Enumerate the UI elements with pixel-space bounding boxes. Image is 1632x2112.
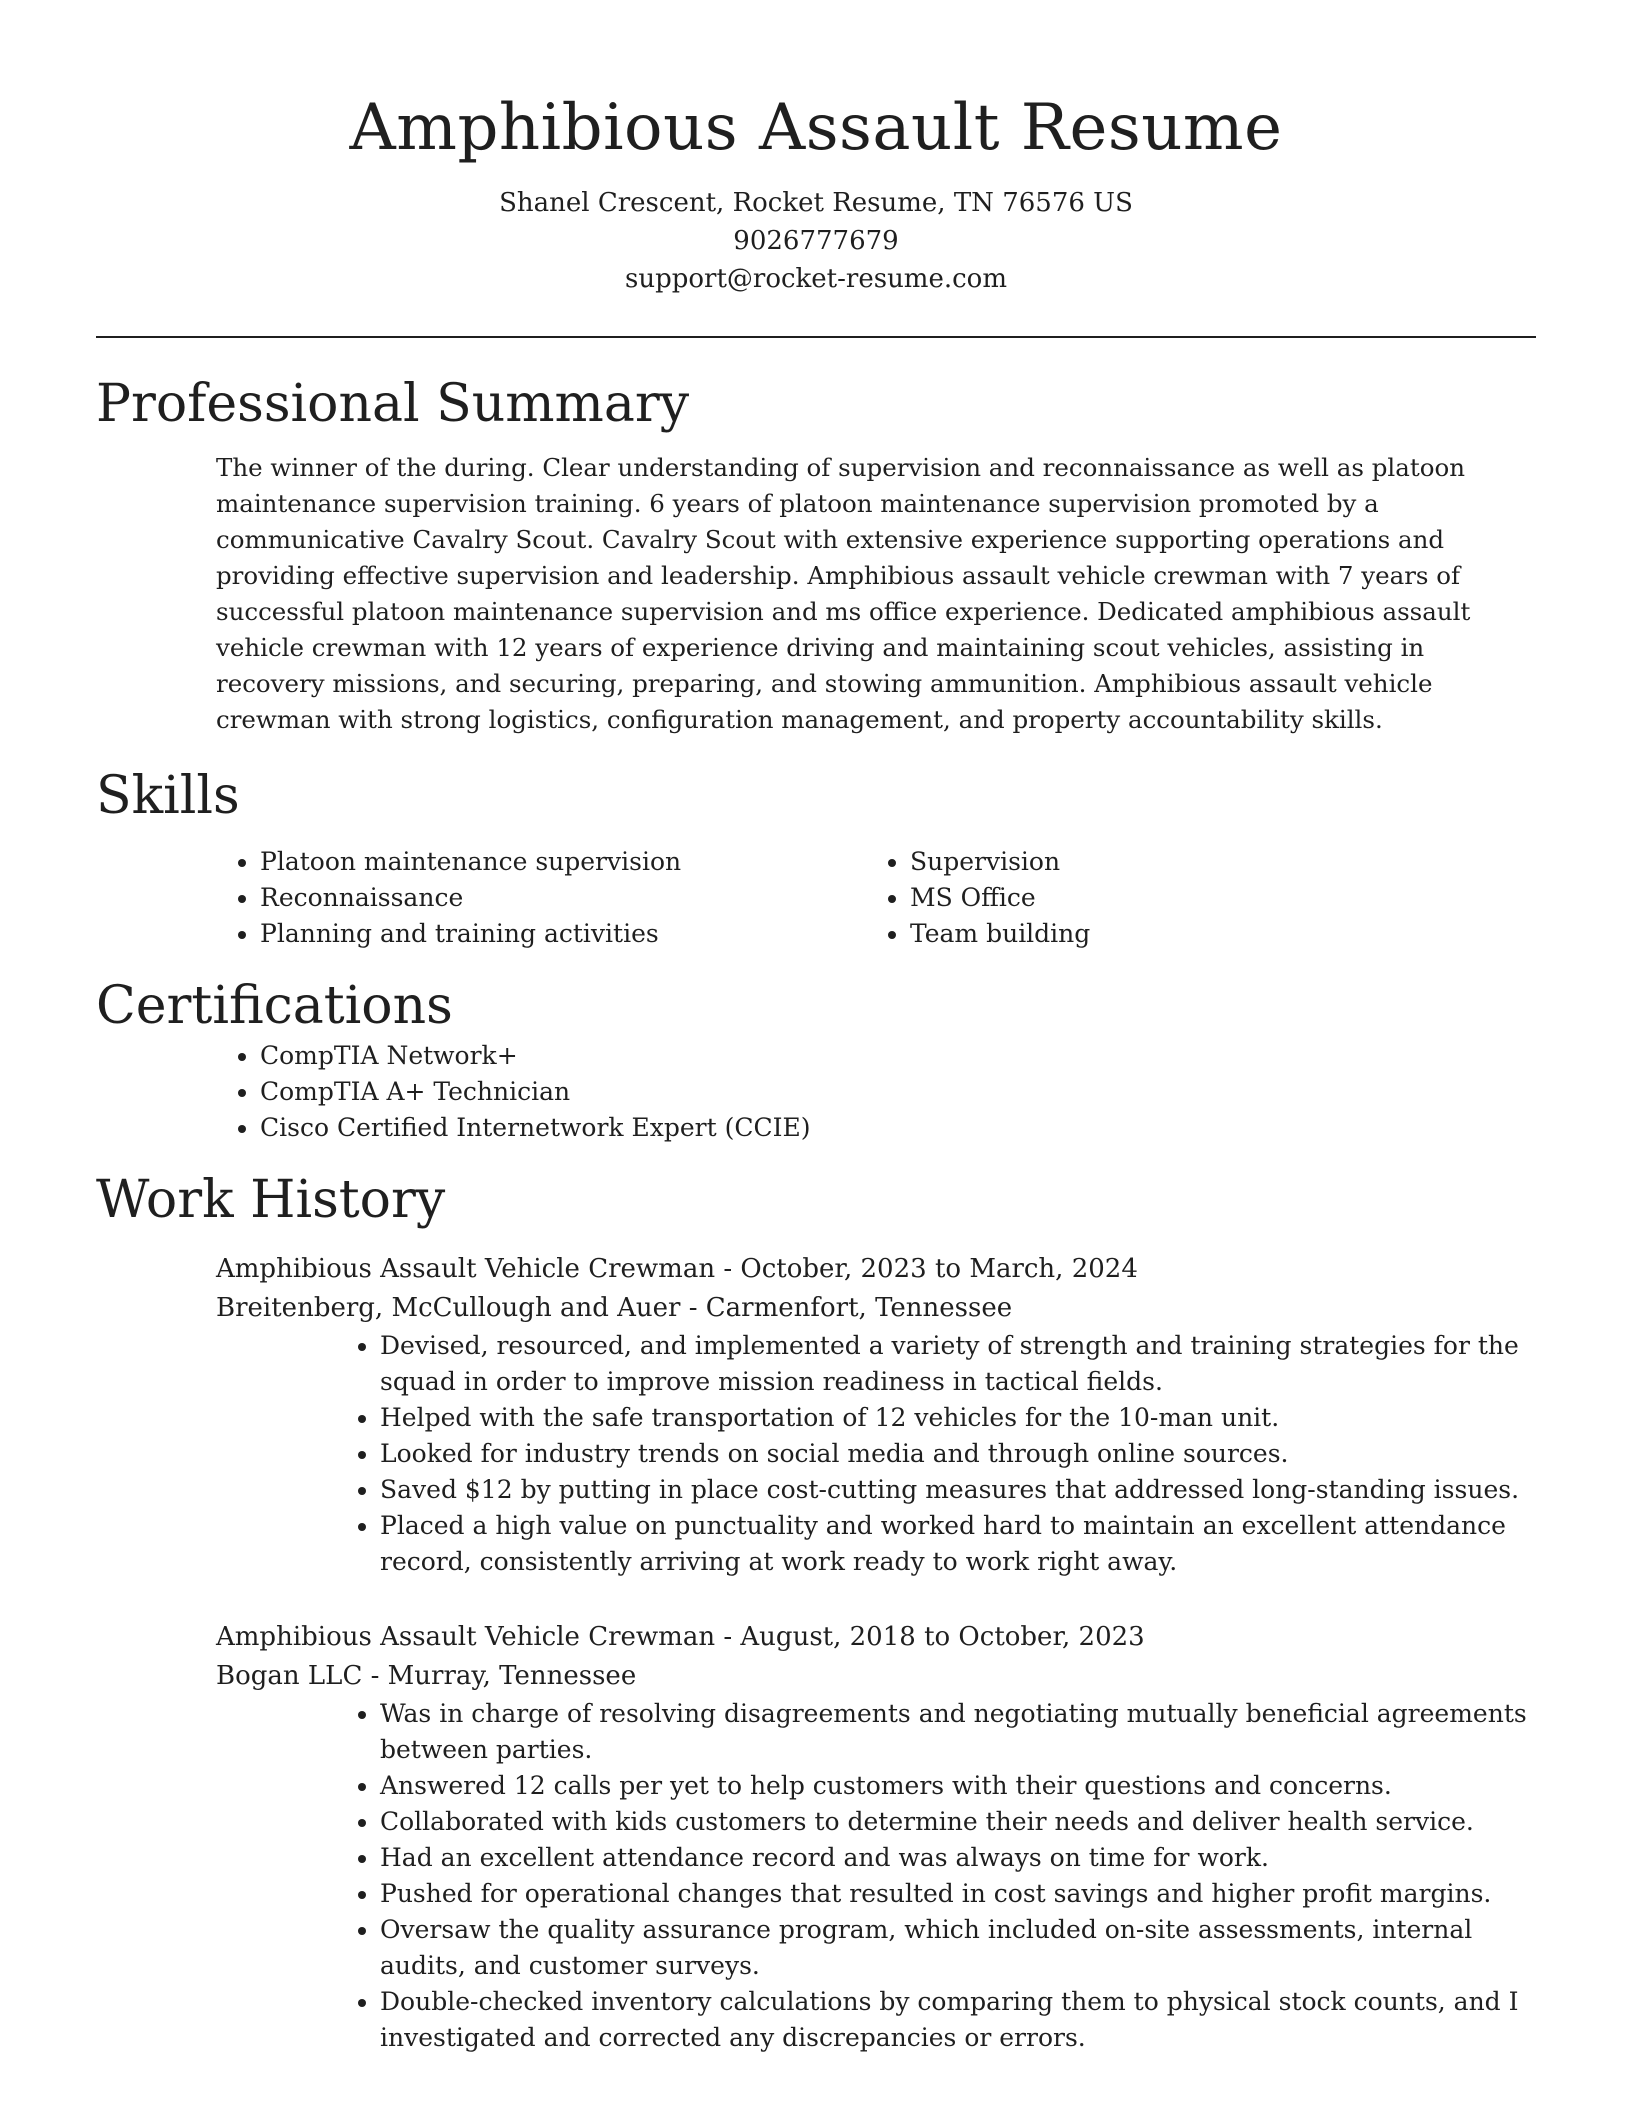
job-duty-item: • Saved $12 by putting in place cost-cutting measures that addressed long-standing issues. <box>380 1472 1536 1508</box>
skill-item: • Planning and training activities <box>260 916 910 952</box>
contact-email: support@rocket-resume.com <box>624 264 1007 294</box>
resume-header <box>96 0 1536 298</box>
job-company: Breitenberg, McCullough and Auer <box>216 1293 681 1323</box>
professional-summary-section <box>96 372 1536 738</box>
resume-title: Amphibious Assault Resume <box>349 91 1283 165</box>
skill-item: • Team building <box>910 916 1470 952</box>
skill-item: • MS Office <box>910 880 1470 916</box>
job-location: Murray, Tennessee <box>387 1661 637 1691</box>
job-duty-item: • Placed a high value on punctuality and worked hard to maintain an excellent attendance record, consistently arriving at work ready to work right away. <box>380 1508 1536 1580</box>
certification-item: • CompTIA A+ Technician <box>260 1074 1536 1110</box>
certification-item: • Cisco Certified Internetwork Expert (CCIE) <box>260 1110 1536 1146</box>
job-company: Bogan LLC <box>216 1661 363 1691</box>
skill-item: • Supervision <box>910 844 1470 880</box>
certifications-section <box>96 974 1536 1146</box>
skills-list-left <box>96 844 910 952</box>
contact-phone: 9026777679 <box>733 226 899 256</box>
job-duty-item: • Looked for industry trends on social media and through online sources. <box>380 1436 1536 1472</box>
skills-grid <box>96 844 1536 952</box>
job-title: Amphibious Assault Vehicle Crewman <box>216 1622 716 1652</box>
job-duty-item: • Helped with the safe transportation of 12 vehicles for the 10-man unit. <box>380 1400 1536 1436</box>
skill-item: • Reconnaissance <box>260 880 910 916</box>
job-duties-list <box>216 1328 1536 1580</box>
job-company-line: Breitenberg, McCullough and Auer - Carmenfort, Tennessee <box>216 1293 1013 1323</box>
job-title-line: Amphibious Assault Vehicle Crewman - August, 2018 to October, 2023 <box>216 1622 1145 1652</box>
work-history-section <box>96 1168 1536 2056</box>
job-title-line: Amphibious Assault Vehicle Crewman - October, 2023 to March, 2024 <box>216 1254 1138 1284</box>
job-location: Carmenfort, Tennessee <box>705 1293 1013 1323</box>
section-title-summary: Professional Summary <box>96 374 690 434</box>
job-duty-item: • Pushed for operational changes that resulted in cost savings and higher profit margins. <box>380 1876 1536 1912</box>
job-duties-list <box>216 1696 1536 2056</box>
job-duty-item: • Devised, resourced, and implemented a variety of strength and training strategies for the squad in order to improve mission readiness in tactical fields. <box>380 1328 1536 1400</box>
job-entry <box>216 1618 1536 2056</box>
job-dates: August, 2018 to October, 2023 <box>740 1622 1145 1652</box>
skills-list-right <box>910 844 1470 952</box>
section-title-certifications: Certifications <box>96 976 453 1036</box>
skills-section <box>96 764 1536 952</box>
summary-text: The winner of the during. Clear understanding of supervision and reconnaissance as well as platoon maintenance supervision training. 6 years of platoon maintenance supervision promoted by a communicative Cavalry Scout. Cavalry Scout with extensive experience supporting operations and providing effective supervision and leadership. Amphibious assault vehicle crewman with 7 years of successful platoon maintenance supervision and ms office experience. Dedicated amphibious assault vehicle crewman with 12 years of experience driving and maintaining scout vehicles, assisting in recovery missions, and securing, preparing, and stowing ammunition. Amphibious assault vehicle crewman with strong logistics, configuration management, and property accountability skills. <box>216 453 1471 734</box>
section-title-work-history: Work History <box>96 1170 446 1230</box>
job-duty-item: • Collaborated with kids customers to determine their needs and deliver health service. <box>380 1804 1536 1840</box>
contact-address: Shanel Crescent, Rocket Resume, TN 76576 US <box>499 188 1133 218</box>
job-dates: October, 2023 to March, 2024 <box>740 1254 1138 1284</box>
certifications-list <box>96 1038 1536 1146</box>
header-divider <box>96 336 1536 338</box>
job-duty-item: • Double-checked inventory calculations by comparing them to physical stock counts, and I investigated and corrected any discrepancies or errors. <box>380 1984 1536 2056</box>
job-duty-item: • Was in charge of resolving disagreements and negotiating mutually beneficial agreements between parties. <box>380 1696 1536 1768</box>
job-title: Amphibious Assault Vehicle Crewman <box>216 1254 716 1284</box>
job-duty-item: • Had an excellent attendance record and was always on time for work. <box>380 1840 1536 1876</box>
section-title-skills: Skills <box>96 766 240 826</box>
job-duty-item: • Oversaw the quality assurance program, which included on-site assessments, internal audits, and customer surveys. <box>380 1912 1536 1984</box>
job-entry <box>216 1250 1536 1580</box>
job-company-line: Bogan LLC - Murray, Tennessee <box>216 1661 637 1691</box>
skill-item: • Platoon maintenance supervision <box>260 844 910 880</box>
certification-item: • CompTIA Network+ <box>260 1038 1536 1074</box>
job-duty-item: • Answered 12 calls per yet to help customers with their questions and concerns. <box>380 1768 1536 1804</box>
contact-info <box>96 184 1536 298</box>
